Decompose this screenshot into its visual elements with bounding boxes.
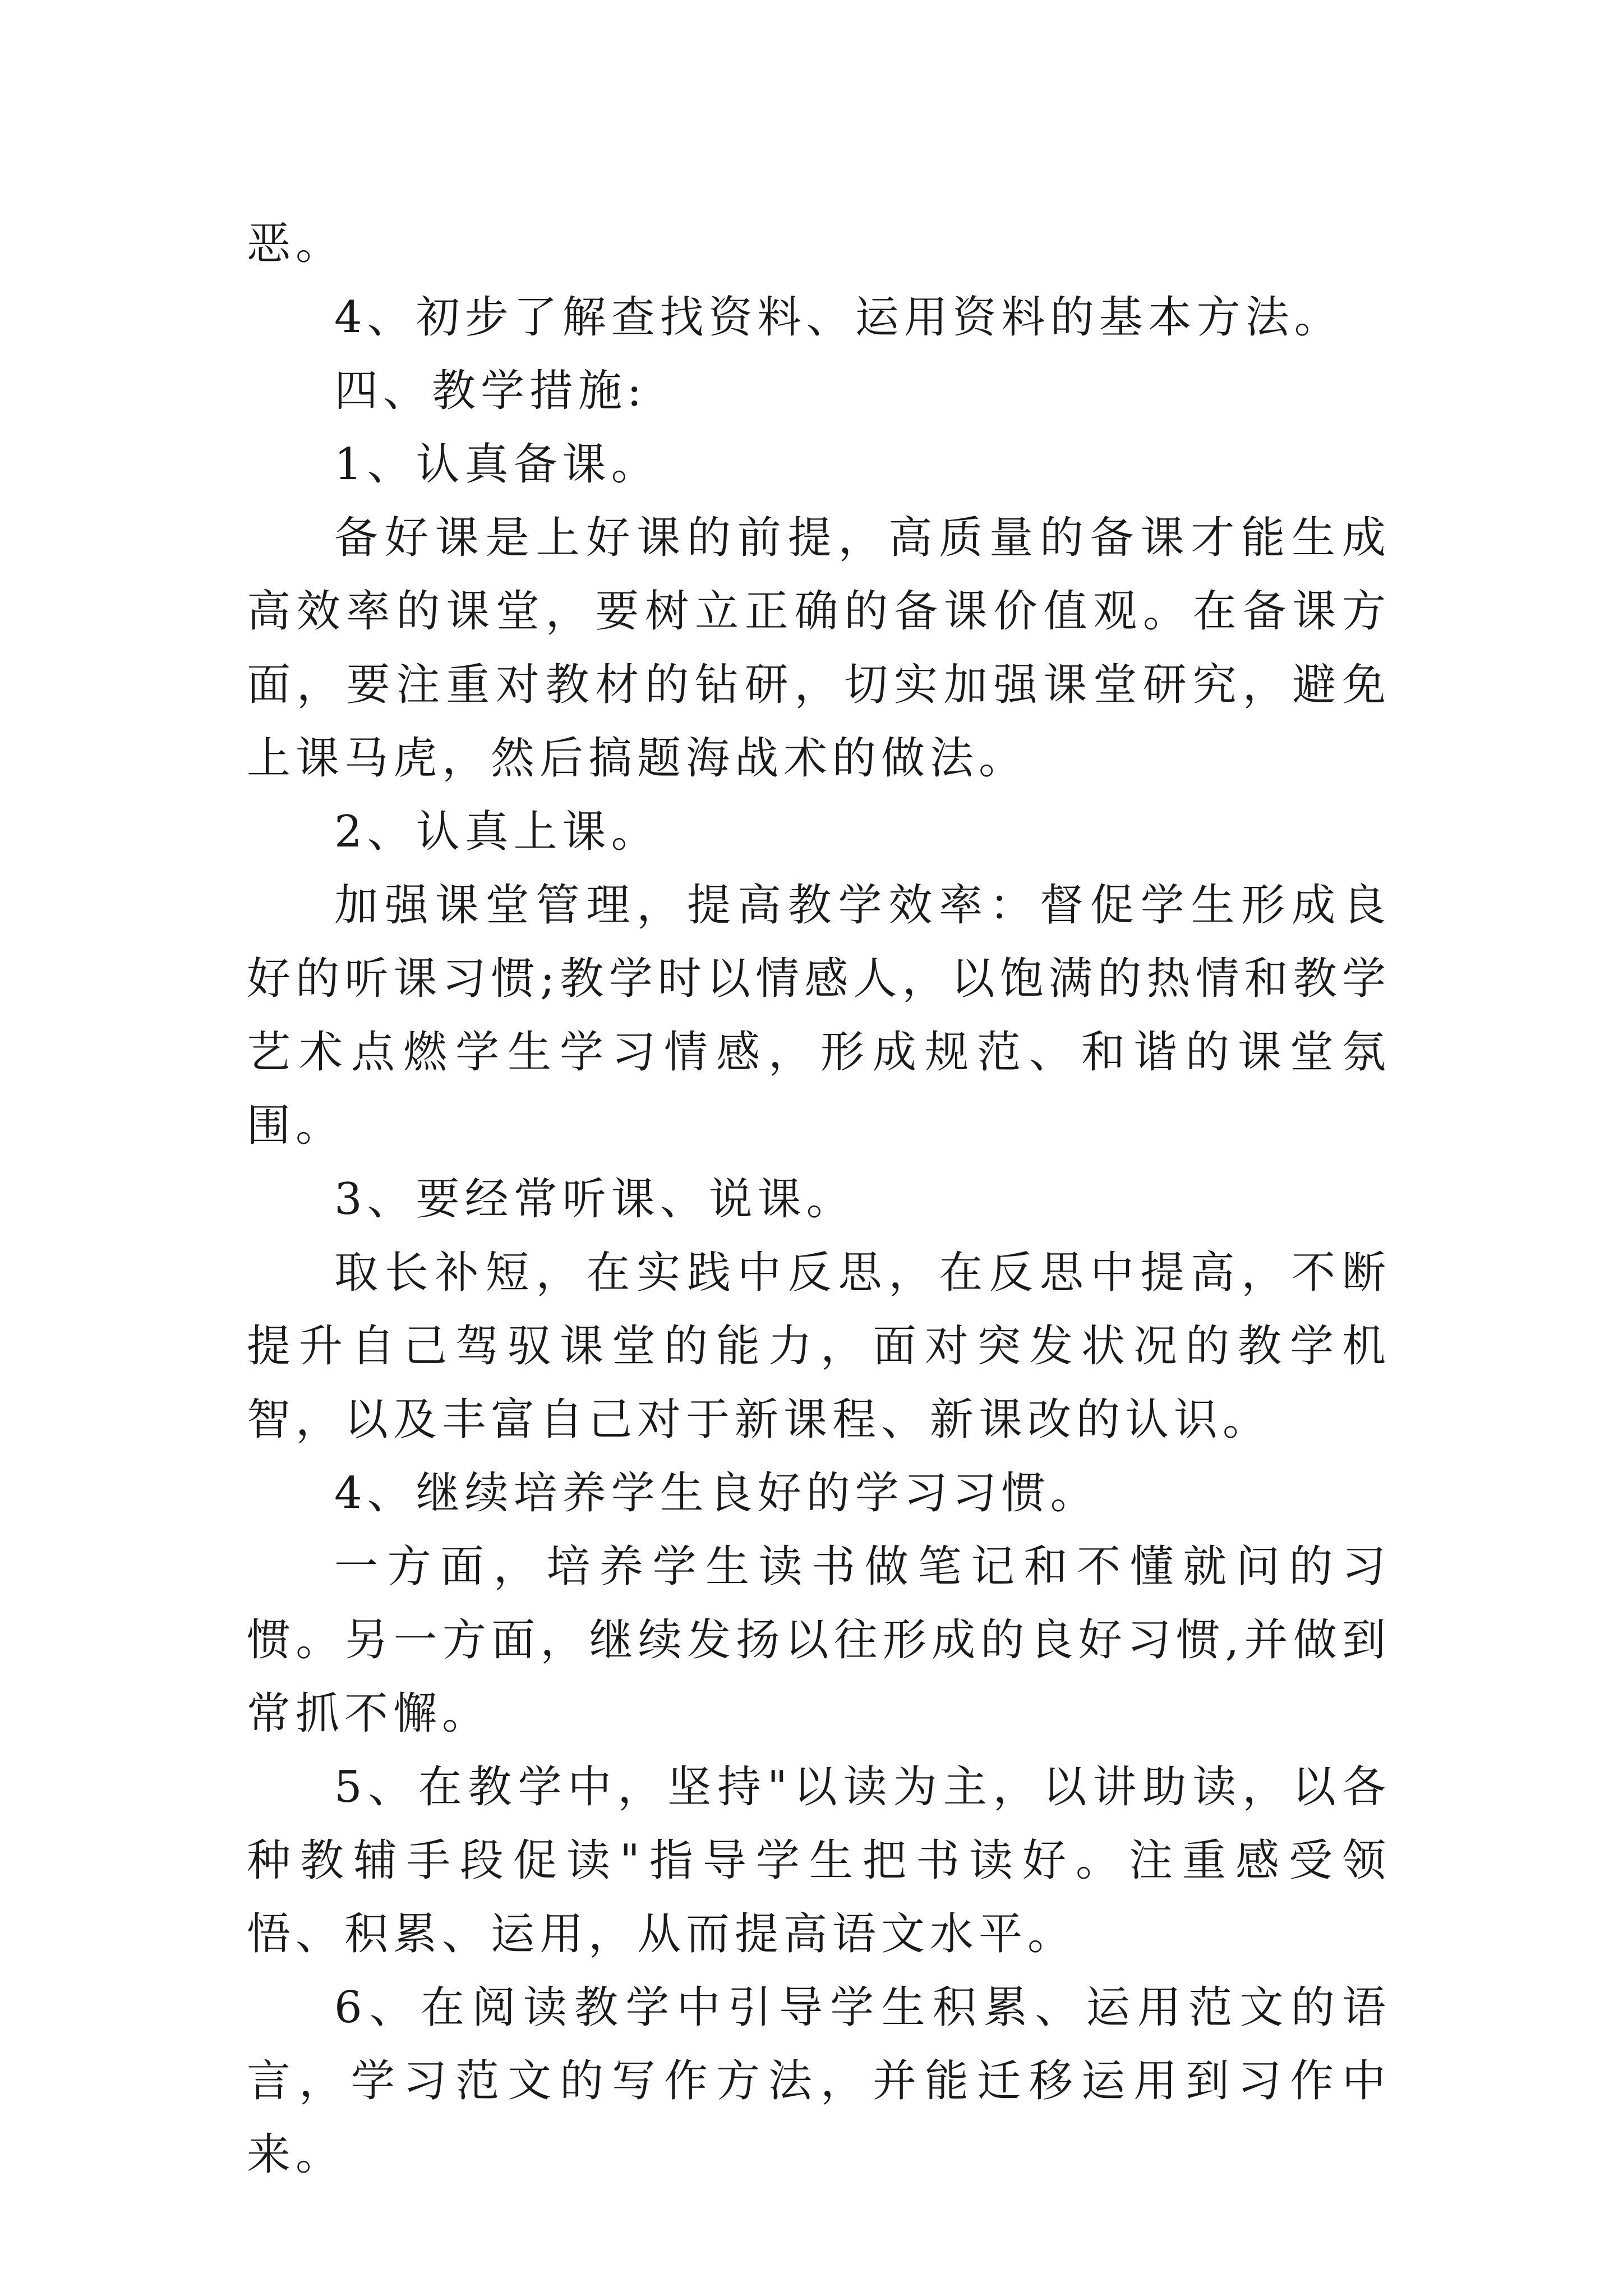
measure-heading-1: 1、认真备课。 <box>334 439 660 490</box>
measure-6: 6、在阅读教学中引导学生积累、运用范文的语言，学习范文的写作方法，并能迁移运用到习作中来。 <box>247 1982 1391 2180</box>
measure-5: 5、在教学中，坚持"以读为主，以讲助读，以各种教辅手段促读"指导学生把书读好。注重感受领悟、积累、运用，从而提高语文水平。 <box>247 1762 1391 1959</box>
paragraph-continuation: 恶。 <box>247 219 345 269</box>
measure-body-1: 备好课是上好课的前提，高质量的备课才能生成高效率的课堂，要树立正确的备课价值观。在备课方面，要注重对教材的钻研，切实加强课堂研究，避免上课马虎，然后搞题海战术的做法。 <box>247 513 1391 784</box>
measure-body-2: 加强课堂管理，提高教学效率：督促学生形成良好的听课习惯;教学时以情感人，以饱满的热情和教学艺术点燃学生学习情感，形成规范、和谐的课堂氛围。 <box>247 880 1391 1151</box>
measure-heading-2: 2、认真上课。 <box>334 807 660 857</box>
document-body <box>247 208 1391 2192</box>
measure-heading-3: 3、要经常听课、说课。 <box>334 1174 855 1225</box>
measure-body-3: 取长补短，在实践中反思，在反思中提高，不断提升自己驾驭课堂的能力，面对突发状况的教学机智，以及丰富自己对于新课程、新课改的认识。 <box>247 1248 1391 1445</box>
section-heading-teaching-measures: 四、教学措施: <box>334 366 647 416</box>
measure-body-4: 一方面，培养学生读书做笔记和不懂就问的习惯。另一方面，继续发扬以往形成的良好习惯,并做到常抓不懈。 <box>247 1542 1391 1739</box>
measure-heading-4: 4、继续培养学生良好的学习习惯。 <box>334 1468 1099 1519</box>
paragraph-goal-4: 4、初步了解查找资料、运用资料的基本方法。 <box>334 292 1343 343</box>
